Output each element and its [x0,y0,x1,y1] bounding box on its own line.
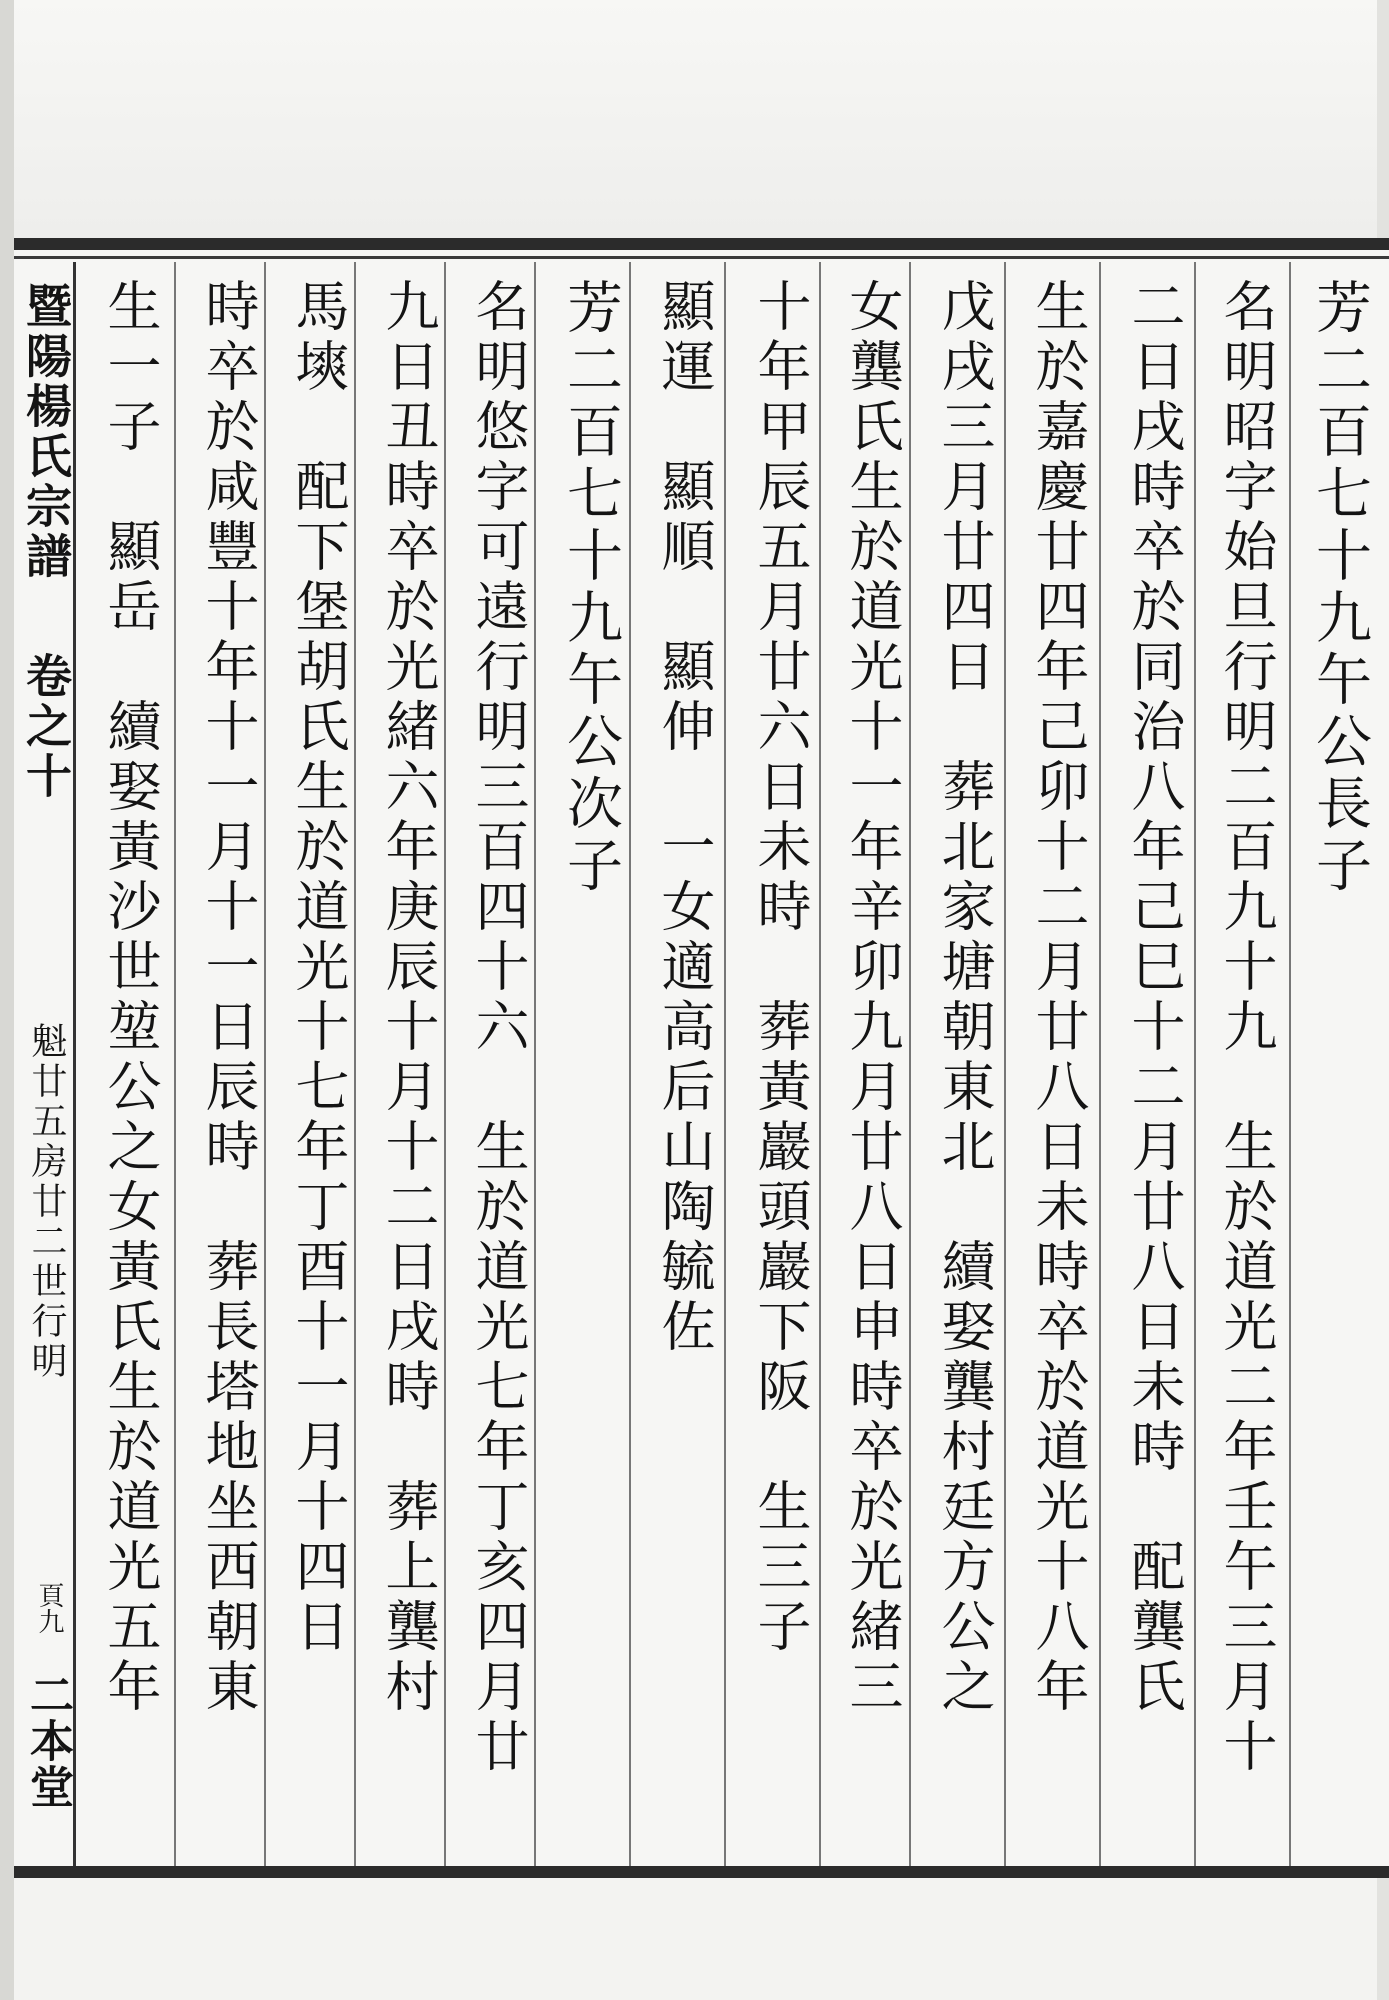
binding-gutter [0,0,14,2000]
column-rule [1194,262,1196,1866]
volume-label: 卷之十 [19,652,73,802]
column-rule [1004,262,1006,1866]
page-number: 頁九 [34,1582,64,1634]
text-column: 時卒於咸豐十年十一月十一日辰時 葬長塔地坐西朝東 [197,278,260,1718]
text-column: 生一子 顯岳 續娶黃沙世堃公之女黃氏生於道光五年 [99,278,162,1718]
text-column: 女龔氏生於道光十一年辛卯九月廿八日申時卒於光緒三 [841,278,904,1718]
column-rule [1099,262,1101,1866]
column-rule [724,262,726,1866]
text-column: 顯運 顯順 顯伸 一女適高后山陶毓佐 [653,278,716,1358]
text-column: 名明昭字始旦行明二百九十九 生於道光二年壬午三月十 [1215,278,1278,1778]
entry-heading: 芳二百七十九午公次子 [558,278,623,898]
text-column: 二日戌時卒於同治八年己巳十二月廿八日未時 配龔氏 [1123,278,1186,1718]
hall-name: 二本堂 [22,1672,73,1810]
top-margin [0,0,1389,238]
book-title: 暨陽楊氏宗譜 [19,282,73,582]
text-column: 十年甲辰五月廿六日未時 葬黃巖頭巖下阪 生三子 [749,278,812,1658]
branch-label: 魁廿五房廿二世行明 [26,1022,67,1382]
column-rule [1289,262,1291,1866]
text-column: 九日丑時卒於光緒六年庚辰十月十二日戌時 葬上龔村 [377,278,440,1718]
spine-column [14,262,76,1866]
column-rule [174,262,176,1866]
text-column: 生於嘉慶廿四年己卯十二月廿八日未時卒於道光十八年 [1027,278,1090,1718]
text-column: 戊戌三月廿四日 葬北家塘朝東北 續娶龔村廷方公之 [933,278,996,1718]
text-column: 馬塽 配下堡胡氏生於道光十七年丁酉十一月十四日 [287,278,350,1658]
text-frame [14,238,1389,1878]
entry-heading: 芳二百七十九午公長子 [1307,278,1372,898]
text-column: 名明悠字可遠行明三百四十六 生於道光七年丁亥四月廿 [467,278,530,1778]
frame-rule [14,256,1389,259]
